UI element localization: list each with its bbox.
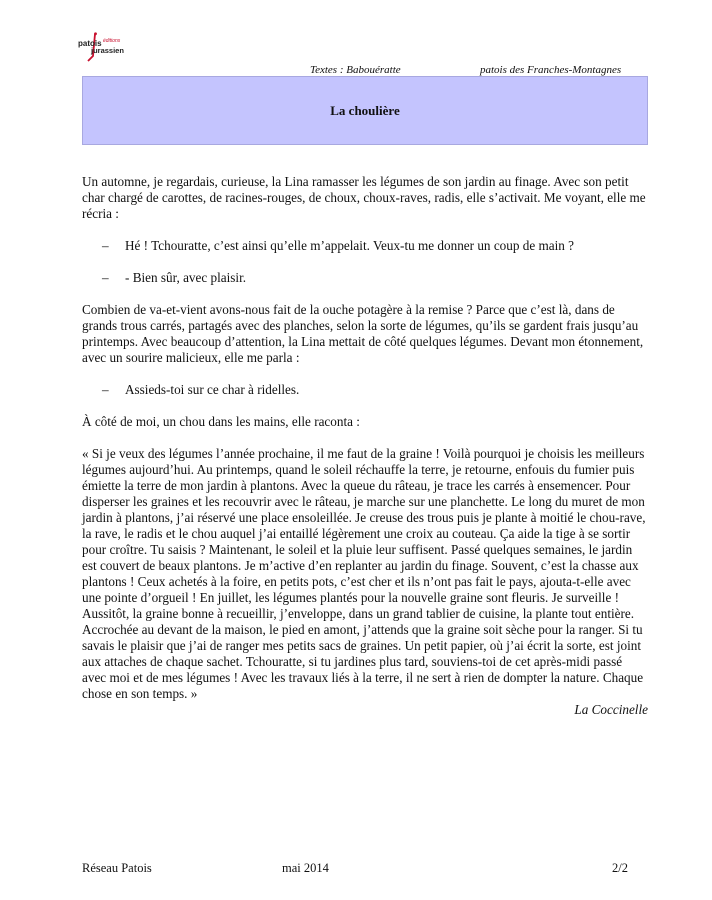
page-title: La choulière <box>330 103 400 118</box>
footer-date: mai 2014 <box>282 861 329 875</box>
page-header <box>82 64 648 76</box>
signature: La Coccinelle <box>574 702 648 717</box>
logo-editions-text: éditions <box>103 38 121 44</box>
texts-author-label: Textes : Babouératte <box>310 64 401 76</box>
logo <box>78 32 138 62</box>
logo-jurassien-text: jurassien <box>91 46 124 55</box>
page-footer <box>82 860 648 876</box>
paragraph-story: « Si je veux des légumes l’année prochaine, il me faut de la graine ! Voilà pourquoi je choisis les meilleurs légumes aujourd’hui. Au printemps, quand le soleil réchauffe la terre, je retourne, enfouis du fumier puis émiette la terre de mon jardin à plantons. Avec la queue du râteau, je trace les carrés à ensemencer. Pour disperser les graines et les recouvrir avec le râteau, je marche sur une planchette. Le long du muret de mon jardin à plantons, j’ai réservé une place ensoleillée. Je creuse des trous puis je plante à moitié le chou-rave, la rave, le radis et le chou auquel j’ai entaillé légèrement une croix au couteau. Ça aide la tige à se sortir pour croître. Tu saisis ? Maintenant, le soleil et la pluie leur suffisent. Passé quelques semaines, le jardin est couvert de beaux plantons. Je m’active d’en replanter au jardin du finage. Souvent, c’est la chasse aux plantons ! Ceux achetés à la foire, en petits pots, c’est cher et ils n’ont pas fait le pays, ajouta-t-elle avec une pointe d’orgueil ! En juillet, les légumes plantés pour la nouvelle graine sont fleuris. Je surveille ! Aussitôt, la graine bonne à recueillir, j’enveloppe, dans un grand tablier de cuisine, la plante tout entière. Accrochée au devant de la maison, le pied en amont, j’attends que la graine soit sèche pour la ranger. Si tu savais le plaisir que j’ai de ranger mes petits sacs de graines. Un petit papier, où j’ai écrit la sorte, est joint aux attaches de chaque sachet. Tchouratte, si tu jardines plus tard, souviens-toi de cet après-midi passé avec moi et de mes légumes ! Avec les travaux liés à la terre, il ne sert à rien de dompter la nature. Chaque chose en son temps. » <box>82 446 646 701</box>
paragraph-storage: Combien de va-et-vient avons-nous fait de la ouche potagère à la remise ? Parce que c’est là, dans de grands trous carrés, partagés avec des planches, selon la sorte de légumes, qu’ils se gardent frais jusqu’au printemps. Avec beaucoup d’attention, la Lina mettait de côté quelques légumes. Devant mon étonnement, avec un sourire malicieux, elle me parla : <box>82 302 644 365</box>
dialogue-dash: – <box>102 238 109 253</box>
paragraph-intro: Un automne, je regardais, curieuse, la Lina ramasser les légumes de son jardin au finage. Avec son petit char chargé de carottes, de racines-rouges, de choux, choux-raves, radis, elle s’activait. Me voyant, elle me récria : <box>82 174 646 221</box>
dialogue-text-2: - Bien sûr, avec plaisir. <box>125 270 247 285</box>
dialogue-text-3: Assieds-toi sur ce char à ridelles. <box>125 382 300 397</box>
dialogue-line-1 <box>82 238 648 254</box>
footer-network: Réseau Patois <box>82 861 152 875</box>
footer-page-number: 2/2 <box>612 861 628 875</box>
dialogue-text-1: Hé ! Tchouratte, c’est ainsi qu’elle m’appelait. Veux-tu me donner un coup de main ? <box>125 238 575 253</box>
logo-graphic <box>78 32 138 62</box>
dialogue-line-2 <box>82 270 648 286</box>
logo-patois-text: patois <box>78 39 102 48</box>
dialect-label: patois des Franches-Montagnes <box>480 64 622 76</box>
dialogue-dash: – <box>102 270 109 285</box>
dialogue-line-3 <box>82 382 648 398</box>
title-box <box>82 76 648 145</box>
main-text <box>82 174 648 718</box>
dialogue-dash: – <box>102 382 109 397</box>
paragraph-beside: À côté de moi, un chou dans les mains, elle raconta : <box>82 414 360 429</box>
